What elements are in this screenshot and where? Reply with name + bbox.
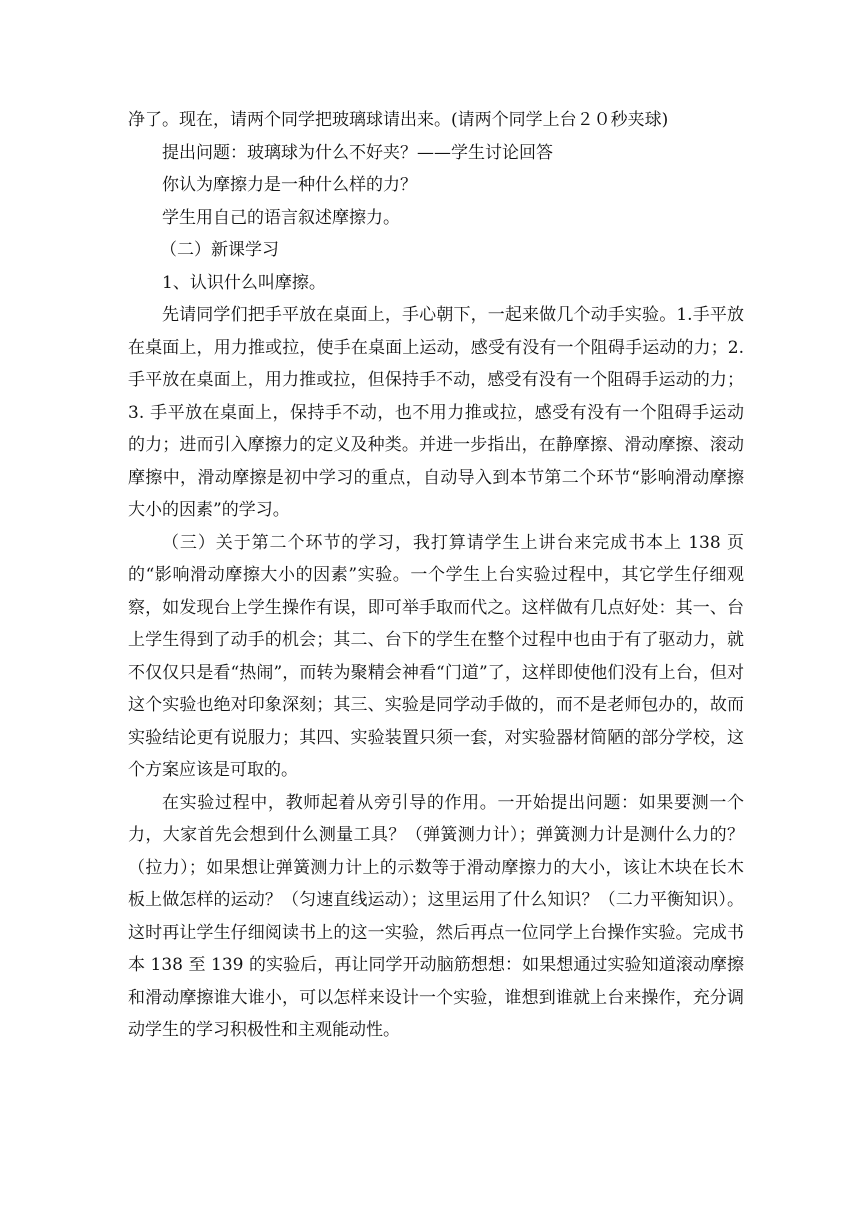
paragraph-continuation: 净了。现在，请两个同学把玻璃球请出来。(请两个同学上台２０秒夹球) [128,110,669,130]
document-body [128,104,744,1047]
paragraph-section-three: （三）关于第二个环节的学习，我打算请学生上讲台来完成书本上 138 页的“影响滑动摩擦大小的因素”实验。一个学生上台实验过程中，其它学生仔细观察，如发现台上学生操作有误，即可举手取而代之。这样做有几点好处：其一、台上学生得到了动手的机会；其二、台下的学生在整个过程中也由于有了驱动力，就不仅仅只是看“热闹”，而转为聚精会神看“门道”了，这样即使他们没有上台，但对这个实验也绝对印象深刻；其三、实验是同学动手做的，而不是老师包办的，故而实验结论更有说服力；其四、实验装置只须一套，对实验器材简陋的部分学校，这个方案应该是可取的。 [128,532,744,780]
paragraph-hand-experiments: 先请同学们把手平放在桌面上，手心朝下，一起来做几个动手实验。1.手平放在桌面上，用力推或拉，使手在桌面上运动，感受有没有一个阻碍手运动的力；2. 手平放在桌面上，用力推或拉，但保持手不动，感受有没有一个阻碍手运动的力；3. 手平放在桌面上，保持手不动，也不用力推或拉，感受有没有一个阻碍手运动的力；进而引入摩擦力的定义及种类。并进一步指出，在静摩擦、滑动摩擦、滚动摩擦中，滑动摩擦是初中学习的重点，自动导入到本节第二个环节“影响滑动摩擦大小的因素”的学习。 [128,305,744,520]
paragraph-question: 提出问题：玻璃球为什么不好夹？——学生讨论回答 [162,142,553,163]
section-heading-new-lesson: （二）新课学习 [160,240,279,260]
paragraph-prompt: 你认为摩擦力是一种什么样的力？ [162,175,417,195]
subsection-heading-friction: 1、认识什么叫摩擦。 [162,272,326,293]
paragraph-student-narration: 学生用自己的语言叙述摩擦力。 [162,207,400,228]
paragraph-experiment-guidance: 在实验过程中，教师起着从旁引导的作用。一开始提出问题：如果要测一个力，大家首先会想到什么测量工具？（弹簧测力计）；弹簧测力计是测什么力的？（拉力）；如果想让弹簧测力计上的示数等于滑动摩擦力的大小，该让木块在长木板上做怎样的运动？（匀速直线运动）；这里运用了什么知识？（二力平衡知识）。这时再让学生仔细阅读书上的这一实验，然后再点一位同学上台操作实验。完成书本 138 至 139 的实验后，再让同学开动脑筋想想：如果想通过实验知道滚动摩擦和滑动摩擦谁大谁小，可以怎样来设计一个实验，谁想到谁就上台来操作，充分调动学生的学习积极性和主观能动性。 [128,792,744,1040]
